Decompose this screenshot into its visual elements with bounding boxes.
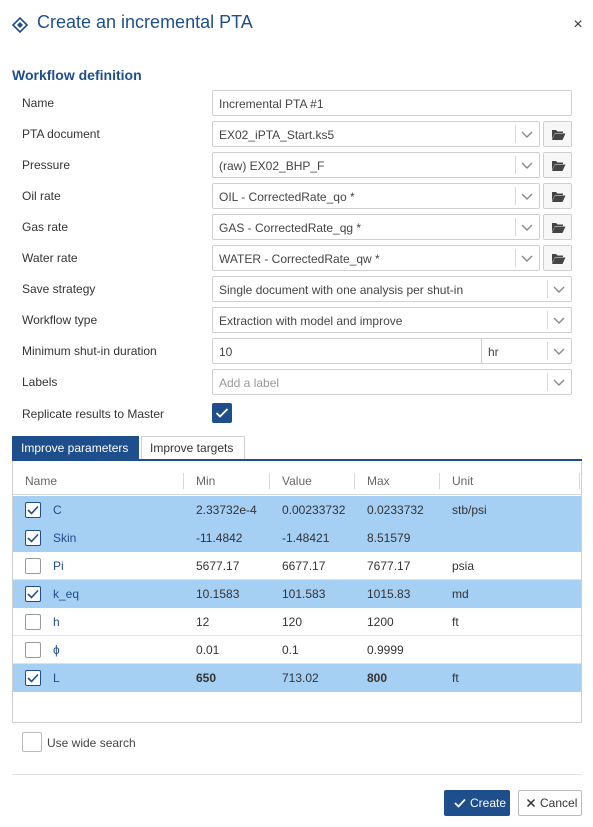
cell-min[interactable]: 650 bbox=[196, 671, 217, 685]
cell-name: L bbox=[53, 671, 60, 685]
folder-open-icon bbox=[551, 221, 566, 234]
dropdown-divider bbox=[515, 156, 516, 174]
cell-name: k_eq bbox=[53, 587, 80, 601]
dropdown-divider bbox=[515, 249, 516, 267]
chevron-down-icon[interactable] bbox=[520, 158, 534, 172]
table-row[interactable] bbox=[13, 552, 581, 580]
workflow-type-label: Workflow type bbox=[22, 313, 98, 327]
section-title-workflow-definition: Workflow definition bbox=[12, 67, 142, 83]
dropdown-divider bbox=[547, 311, 548, 329]
dropdown-divider bbox=[547, 280, 548, 298]
grid-header bbox=[13, 467, 581, 495]
cell-value[interactable]: 6677.17 bbox=[282, 559, 326, 573]
check-icon bbox=[454, 798, 466, 808]
cell-unit[interactable]: stb/psi bbox=[452, 503, 487, 517]
cell-max[interactable]: 800 bbox=[367, 671, 388, 685]
chevron-down-icon[interactable] bbox=[520, 251, 534, 265]
form-row-name bbox=[0, 90, 593, 117]
min-shutin-value: 10 bbox=[219, 345, 233, 359]
cell-max[interactable]: 8.51579 bbox=[367, 531, 411, 545]
form-row-pressure bbox=[0, 152, 593, 179]
check-icon bbox=[27, 589, 39, 599]
column-header-name[interactable]: Name bbox=[25, 474, 58, 488]
dropdown-divider bbox=[515, 218, 516, 236]
cell-name: C bbox=[53, 503, 62, 517]
column-separator[interactable] bbox=[269, 473, 270, 489]
cell-name: Pi bbox=[53, 559, 64, 573]
min-shutin-unit-dropdown[interactable] bbox=[481, 338, 572, 364]
folder-open-icon bbox=[551, 252, 566, 265]
row-checkbox[interactable] bbox=[25, 670, 41, 686]
cell-max[interactable]: 1200 bbox=[367, 615, 394, 629]
cell-name: ϕ bbox=[53, 643, 60, 657]
cell-value[interactable]: -1.48421 bbox=[282, 531, 330, 545]
workflow-type-value: Extraction with model and improve bbox=[219, 314, 403, 328]
pta-document-browse-button[interactable] bbox=[543, 121, 572, 147]
cell-min[interactable]: -11.4842 bbox=[196, 531, 243, 545]
name-input-value: Incremental PTA #1 bbox=[219, 97, 324, 111]
cell-value[interactable]: 0.00233732 bbox=[282, 503, 346, 517]
name-input[interactable] bbox=[212, 90, 572, 116]
form-row-labels bbox=[0, 369, 593, 396]
save-strategy-dropdown[interactable] bbox=[212, 276, 572, 302]
x-icon bbox=[526, 798, 536, 808]
dialog-title: Create an incremental PTA bbox=[37, 12, 253, 32]
dropdown-divider bbox=[515, 125, 516, 143]
pta-document-dropdown[interactable] bbox=[212, 121, 540, 147]
folder-open-icon bbox=[551, 190, 566, 203]
chevron-down-icon[interactable] bbox=[520, 127, 534, 141]
chevron-down-icon[interactable] bbox=[552, 344, 566, 358]
pressure-value: (raw) EX02_BHP_F bbox=[219, 159, 325, 173]
pta-document-label: PTA document bbox=[22, 127, 100, 141]
water-rate-value: WATER - CorrectedRate_qw * bbox=[219, 252, 380, 266]
cell-value[interactable]: 0.1 bbox=[282, 643, 299, 657]
check-icon bbox=[27, 673, 39, 683]
row-checkbox[interactable] bbox=[25, 530, 41, 546]
oil-rate-dropdown[interactable] bbox=[212, 183, 540, 209]
cancel-button-label: Cancel bbox=[540, 796, 578, 810]
chevron-down-icon[interactable] bbox=[552, 282, 566, 296]
form-row-water-rate bbox=[0, 245, 593, 272]
cell-unit[interactable]: md bbox=[452, 587, 469, 601]
tab-improve-parameters[interactable]: Improve parameters bbox=[12, 436, 139, 460]
chevron-down-icon[interactable] bbox=[552, 375, 566, 389]
tab-improve-targets[interactable]: Improve targets bbox=[141, 436, 245, 460]
labels-label: Labels bbox=[22, 375, 58, 389]
folder-open-icon bbox=[551, 159, 566, 172]
row-checkbox[interactable] bbox=[25, 614, 41, 630]
column-separator[interactable] bbox=[183, 473, 184, 489]
gas-rate-browse-button[interactable] bbox=[543, 214, 572, 240]
min-shutin-unit-value: hr bbox=[488, 345, 499, 359]
cancel-button[interactable] bbox=[518, 790, 582, 816]
oil-rate-value: OIL - CorrectedRate_qo * bbox=[219, 190, 355, 204]
min-shutin-label: Minimum shut-in duration bbox=[22, 344, 157, 358]
cell-min[interactable]: 2.33732e-4 bbox=[196, 503, 257, 517]
pressure-browse-button[interactable] bbox=[543, 152, 572, 178]
water-rate-label: Water rate bbox=[22, 251, 78, 265]
check-icon bbox=[27, 533, 39, 543]
cell-min[interactable]: 5677.17 bbox=[196, 559, 240, 573]
table-row[interactable] bbox=[13, 608, 581, 636]
labels-multiselect[interactable] bbox=[212, 369, 572, 395]
dropdown-divider bbox=[547, 342, 548, 360]
dropdown-divider bbox=[547, 373, 548, 391]
labels-placeholder: Add a label bbox=[219, 376, 280, 390]
min-shutin-input[interactable] bbox=[212, 338, 482, 364]
footer-divider bbox=[12, 774, 582, 775]
form-row-save-strategy bbox=[0, 276, 593, 303]
dropdown-divider bbox=[515, 187, 516, 205]
column-separator[interactable] bbox=[354, 473, 355, 489]
cell-unit[interactable]: psia bbox=[452, 559, 475, 573]
cell-name: Skin bbox=[53, 531, 77, 545]
cell-max[interactable]: 0.0233732 bbox=[367, 503, 424, 517]
form-row-oil-rate bbox=[0, 183, 593, 210]
cell-min[interactable]: 0.01 bbox=[196, 643, 220, 657]
pressure-label: Pressure bbox=[22, 158, 71, 172]
cell-min[interactable]: 10.1583 bbox=[196, 587, 240, 601]
pta-document-value: EX02_iPTA_Start.ks5 bbox=[219, 128, 335, 142]
chevron-down-icon[interactable] bbox=[552, 313, 566, 327]
oil-rate-label: Oil rate bbox=[22, 189, 61, 203]
gas-rate-dropdown[interactable] bbox=[212, 214, 540, 240]
wide-search-label: Use wide search bbox=[47, 736, 136, 750]
column-header-max[interactable]: Max bbox=[367, 474, 390, 488]
replicate-checkbox[interactable] bbox=[212, 403, 232, 423]
water-rate-browse-button[interactable] bbox=[543, 245, 572, 271]
create-button[interactable] bbox=[444, 790, 510, 816]
row-checkbox[interactable] bbox=[25, 502, 41, 518]
check-icon bbox=[27, 505, 39, 515]
folder-open-icon bbox=[551, 128, 566, 141]
replicate-label: Replicate results to Master bbox=[22, 407, 165, 421]
cell-max[interactable]: 7677.17 bbox=[367, 559, 411, 573]
workflow-diamond-icon bbox=[12, 17, 28, 33]
column-separator[interactable] bbox=[439, 473, 440, 489]
chevron-down-icon[interactable] bbox=[520, 220, 534, 234]
table-row[interactable] bbox=[13, 664, 581, 692]
name-label: Name bbox=[22, 96, 55, 110]
cell-max[interactable]: 1015.83 bbox=[367, 587, 411, 601]
row-checkbox[interactable] bbox=[25, 642, 41, 658]
cell-unit[interactable]: ft bbox=[452, 671, 459, 685]
check-icon bbox=[215, 407, 229, 419]
cell-max[interactable]: 0.9999 bbox=[367, 643, 404, 657]
form-row-workflow-type bbox=[0, 307, 593, 334]
form-row-replicate bbox=[0, 401, 593, 428]
cell-unit[interactable]: ft bbox=[452, 615, 459, 629]
form-row-gas-rate bbox=[0, 214, 593, 241]
row-checkbox[interactable] bbox=[25, 586, 41, 602]
column-header-unit[interactable]: Unit bbox=[452, 474, 474, 488]
improve-parameters-grid bbox=[12, 461, 582, 723]
pressure-dropdown[interactable] bbox=[212, 152, 540, 178]
chevron-down-icon[interactable] bbox=[520, 189, 534, 203]
close-icon[interactable]: × bbox=[573, 16, 583, 33]
table-row[interactable] bbox=[13, 580, 581, 608]
cell-value[interactable]: 713.02 bbox=[282, 671, 319, 685]
cell-min[interactable]: 12 bbox=[196, 615, 210, 629]
gas-rate-label: Gas rate bbox=[22, 220, 69, 234]
form-row-pta-document bbox=[0, 121, 593, 148]
workflow-type-dropdown[interactable] bbox=[212, 307, 572, 333]
table-row[interactable] bbox=[13, 524, 581, 552]
save-strategy-value: Single document with one analysis per shut-in bbox=[219, 283, 464, 297]
row-checkbox[interactable] bbox=[25, 558, 41, 574]
form-row-min-shutin bbox=[0, 338, 593, 365]
water-rate-dropdown[interactable] bbox=[212, 245, 540, 271]
create-button-label: Create bbox=[470, 796, 507, 810]
table-row[interactable] bbox=[13, 636, 581, 664]
column-header-value[interactable]: Value bbox=[282, 474, 312, 488]
cell-value[interactable]: 120 bbox=[282, 615, 303, 629]
oil-rate-browse-button[interactable] bbox=[543, 183, 572, 209]
table-row[interactable] bbox=[13, 496, 581, 524]
wide-search-checkbox[interactable] bbox=[22, 732, 42, 752]
dialog-title-bar bbox=[0, 0, 593, 50]
column-header-min[interactable]: Min bbox=[196, 474, 216, 488]
gas-rate-value: GAS - CorrectedRate_qg * bbox=[219, 221, 362, 235]
cell-name: h bbox=[53, 615, 60, 629]
save-strategy-label: Save strategy bbox=[22, 282, 96, 296]
column-separator[interactable] bbox=[579, 473, 580, 489]
cell-value[interactable]: 101.583 bbox=[282, 587, 326, 601]
